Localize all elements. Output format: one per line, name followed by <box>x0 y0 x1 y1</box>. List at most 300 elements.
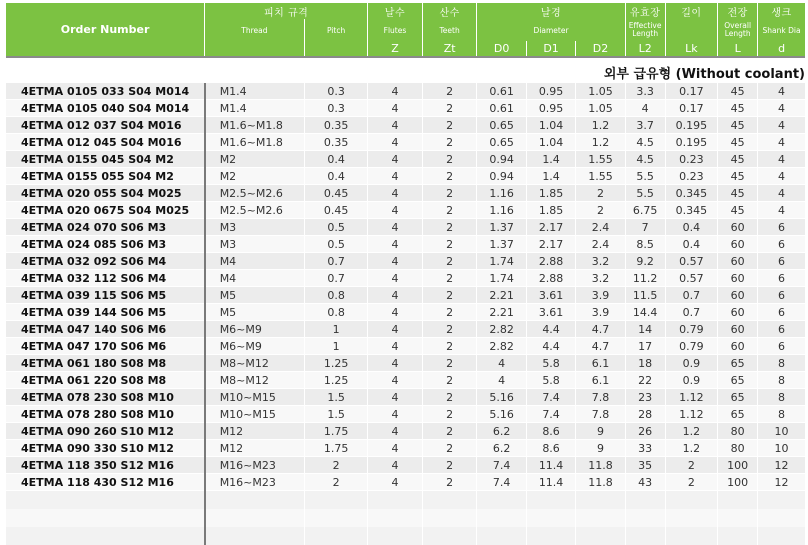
cell-l2: 43 <box>625 474 665 491</box>
cell-pitch: 0.45 <box>305 202 368 219</box>
cell-d2: 1.2 <box>576 117 625 134</box>
cell-d1: 3.61 <box>526 287 575 304</box>
cell-pitch: 0.3 <box>305 100 368 117</box>
table-row <box>6 185 805 202</box>
cell-d0: 1.37 <box>477 219 526 236</box>
cell-pitch: 1 <box>305 338 368 355</box>
blank-cell <box>205 509 305 527</box>
cell-l2: 6.75 <box>625 202 665 219</box>
cell-order: 4ETMA 047 140 S06 M6 <box>6 321 205 338</box>
cell-lk: 0.23 <box>665 151 718 168</box>
cell-d1: 5.8 <box>526 372 575 389</box>
table-row <box>6 219 805 236</box>
cell-lk: 1.12 <box>665 406 718 423</box>
cell-order: 4ETMA 012 037 S04 M016 <box>6 117 205 134</box>
cell-z: 4 <box>368 151 423 168</box>
cell-pitch: 0.35 <box>305 134 368 151</box>
cell-order: 4ETMA 118 350 S12 M16 <box>6 457 205 474</box>
cell-d2: 3.9 <box>576 287 625 304</box>
cell-d: 8 <box>758 406 805 423</box>
cell-l: 45 <box>718 151 758 168</box>
cell-d1: 2.17 <box>526 236 575 253</box>
effective-en-label <box>625 19 665 41</box>
blank-cell <box>205 491 305 510</box>
cell-d0: 6.2 <box>477 423 526 440</box>
thread-pitch-header: 피치 규격 <box>205 3 368 19</box>
table-row <box>6 338 805 355</box>
table-row <box>6 117 805 134</box>
cell-thread: M1.6~M1.8 <box>205 117 305 134</box>
cell-zt: 2 <box>422 185 477 202</box>
cell-thread: M4 <box>205 253 305 270</box>
cell-pitch: 0.5 <box>305 236 368 253</box>
shank-en-label: Shank Dia <box>758 19 805 41</box>
cell-lk: 0.79 <box>665 338 718 355</box>
teeth-symbol: Zt <box>422 41 477 57</box>
table-row <box>6 372 805 389</box>
blank-cell <box>665 491 718 510</box>
blank-cell <box>6 509 205 527</box>
cell-zt: 2 <box>422 134 477 151</box>
cell-l2: 14 <box>625 321 665 338</box>
cell-l: 65 <box>718 406 758 423</box>
cell-lk: 0.345 <box>665 185 718 202</box>
cell-order: 4ETMA 039 115 S06 M5 <box>6 287 205 304</box>
cell-lk: 1.2 <box>665 423 718 440</box>
cell-thread: M10~M15 <box>205 406 305 423</box>
cell-d2: 3.9 <box>576 304 625 321</box>
cell-d2: 3.2 <box>576 253 625 270</box>
cell-lk: 1.2 <box>665 440 718 457</box>
cell-d0: 0.65 <box>477 117 526 134</box>
cell-z: 4 <box>368 219 423 236</box>
cell-d0: 1.16 <box>477 202 526 219</box>
cell-thread: M3 <box>205 219 305 236</box>
cell-l: 60 <box>718 253 758 270</box>
cell-l2: 9.2 <box>625 253 665 270</box>
cell-d: 4 <box>758 117 805 134</box>
blank-cell <box>477 509 526 527</box>
cell-zt: 2 <box>422 287 477 304</box>
cell-l2: 4 <box>625 100 665 117</box>
cell-thread: M6~M9 <box>205 321 305 338</box>
cell-order: 4ETMA 118 430 S12 M16 <box>6 474 205 491</box>
cell-zt: 2 <box>422 253 477 270</box>
blank-cell <box>422 491 477 510</box>
blank-cell <box>205 527 305 545</box>
d2-symbol: D2 <box>576 41 625 57</box>
cell-l: 45 <box>718 202 758 219</box>
cell-d: 6 <box>758 321 805 338</box>
cell-d1: 4.4 <box>526 321 575 338</box>
cell-zt: 2 <box>422 151 477 168</box>
table-row <box>6 134 805 151</box>
cell-z: 4 <box>368 236 423 253</box>
cell-d0: 6.2 <box>477 440 526 457</box>
cell-d1: 1.85 <box>526 202 575 219</box>
cell-order: 4ETMA 061 180 S08 M8 <box>6 355 205 372</box>
overall-en-label <box>718 19 758 41</box>
cell-order: 4ETMA 078 280 S08 M10 <box>6 406 205 423</box>
table-row <box>6 287 805 304</box>
cell-d0: 7.4 <box>477 457 526 474</box>
cell-pitch: 0.4 <box>305 168 368 185</box>
cell-l2: 33 <box>625 440 665 457</box>
cell-d2: 2.4 <box>576 236 625 253</box>
coolant-subtitle: 외부 급유형 (Without coolant) <box>603 66 805 82</box>
cell-l2: 11.2 <box>625 270 665 287</box>
cell-d2: 1.05 <box>576 100 625 117</box>
cell-d2: 3.2 <box>576 270 625 287</box>
blank-cell <box>6 491 205 510</box>
cell-d1: 2.88 <box>526 253 575 270</box>
cell-zt: 2 <box>422 440 477 457</box>
cell-d2: 4.7 <box>576 338 625 355</box>
table-row <box>6 304 805 321</box>
blank-cell <box>477 491 526 510</box>
cell-order: 4ETMA 024 085 S06 M3 <box>6 236 205 253</box>
cell-l2: 5.5 <box>625 168 665 185</box>
effective-length-header: 유효장 <box>625 3 665 19</box>
cell-l: 45 <box>718 134 758 151</box>
cell-l: 60 <box>718 304 758 321</box>
cell-lk: 0.4 <box>665 236 718 253</box>
cell-lk: 2 <box>665 474 718 491</box>
cell-l2: 5.5 <box>625 185 665 202</box>
blank-cell <box>576 491 625 510</box>
cell-order: 4ETMA 090 260 S10 M12 <box>6 423 205 440</box>
cell-zt: 2 <box>422 270 477 287</box>
cell-order: 4ETMA 020 0675 S04 M025 <box>6 202 205 219</box>
cell-zt: 2 <box>422 457 477 474</box>
cell-z: 4 <box>368 117 423 134</box>
blank-cell <box>758 527 805 545</box>
cell-d1: 1.04 <box>526 117 575 134</box>
blank-cell <box>422 509 477 527</box>
cell-l2: 7 <box>625 219 665 236</box>
cell-z: 4 <box>368 185 423 202</box>
blank-cell <box>305 509 368 527</box>
cell-pitch: 0.8 <box>305 304 368 321</box>
cell-d1: 3.61 <box>526 304 575 321</box>
cell-d: 4 <box>758 83 805 100</box>
cell-d1: 5.8 <box>526 355 575 372</box>
cell-pitch: 0.8 <box>305 287 368 304</box>
cell-thread: M8~M12 <box>205 372 305 389</box>
cell-d: 6 <box>758 270 805 287</box>
cell-z: 4 <box>368 457 423 474</box>
cell-l2: 22 <box>625 372 665 389</box>
cell-thread: M2.5~M2.6 <box>205 185 305 202</box>
cell-d1: 1.4 <box>526 151 575 168</box>
lk-header: 길이 <box>665 3 718 19</box>
table-row <box>6 440 805 457</box>
cell-l: 80 <box>718 423 758 440</box>
cell-z: 4 <box>368 423 423 440</box>
d0-symbol: D0 <box>477 41 526 57</box>
cell-pitch: 1.75 <box>305 423 368 440</box>
l-symbol: L <box>718 41 758 57</box>
cell-order: 4ETMA 061 220 S08 M8 <box>6 372 205 389</box>
cell-thread: M1.4 <box>205 83 305 100</box>
l2-symbol: L2 <box>625 41 665 57</box>
cell-l: 60 <box>718 236 758 253</box>
cell-thread: M6~M9 <box>205 338 305 355</box>
cell-d0: 4 <box>477 372 526 389</box>
cell-d: 8 <box>758 389 805 406</box>
cell-d1: 0.95 <box>526 100 575 117</box>
cell-d: 12 <box>758 457 805 474</box>
teeth-en-label: Teeth <box>422 19 477 41</box>
cell-pitch: 0.35 <box>305 117 368 134</box>
cell-l: 60 <box>718 270 758 287</box>
cell-d1: 2.88 <box>526 270 575 287</box>
cell-lk: 0.17 <box>665 83 718 100</box>
cell-d0: 7.4 <box>477 474 526 491</box>
cell-zt: 2 <box>422 236 477 253</box>
cell-z: 4 <box>368 83 423 100</box>
cell-order: 4ETMA 039 144 S06 M5 <box>6 304 205 321</box>
cell-l: 80 <box>718 440 758 457</box>
cell-d: 4 <box>758 100 805 117</box>
pitch-en-label: Pitch <box>305 19 368 41</box>
cell-z: 4 <box>368 304 423 321</box>
cell-zt: 2 <box>422 219 477 236</box>
cell-order: 4ETMA 090 330 S10 M12 <box>6 440 205 457</box>
blank-cell <box>368 509 423 527</box>
cell-l: 100 <box>718 457 758 474</box>
cell-d2: 2 <box>576 185 625 202</box>
cell-d0: 2.82 <box>477 338 526 355</box>
cell-l: 45 <box>718 168 758 185</box>
cell-d0: 4 <box>477 355 526 372</box>
cell-lk: 0.345 <box>665 202 718 219</box>
cell-zt: 2 <box>422 355 477 372</box>
table-row <box>6 202 805 219</box>
cell-zt: 2 <box>422 202 477 219</box>
cell-lk: 0.9 <box>665 355 718 372</box>
cell-d: 6 <box>758 236 805 253</box>
cell-d2: 11.8 <box>576 474 625 491</box>
cell-l2: 28 <box>625 406 665 423</box>
cell-d: 6 <box>758 287 805 304</box>
cell-thread: M3 <box>205 236 305 253</box>
cell-order: 4ETMA 032 092 S06 M4 <box>6 253 205 270</box>
cell-d0: 2.82 <box>477 321 526 338</box>
cell-z: 4 <box>368 270 423 287</box>
cell-l2: 4.5 <box>625 151 665 168</box>
cell-z: 4 <box>368 202 423 219</box>
cell-d0: 0.94 <box>477 168 526 185</box>
table-row <box>6 457 805 474</box>
cell-zt: 2 <box>422 117 477 134</box>
cell-zt: 2 <box>422 304 477 321</box>
cell-pitch: 1.5 <box>305 389 368 406</box>
blank-cell <box>526 509 575 527</box>
cell-d1: 7.4 <box>526 389 575 406</box>
cell-d0: 5.16 <box>477 406 526 423</box>
cell-d0: 0.94 <box>477 151 526 168</box>
blank-cell <box>625 491 665 510</box>
cell-d: 10 <box>758 440 805 457</box>
cell-d: 8 <box>758 355 805 372</box>
cell-d2: 1.55 <box>576 151 625 168</box>
cell-zt: 2 <box>422 406 477 423</box>
cell-d2: 1.05 <box>576 83 625 100</box>
cell-d2: 11.8 <box>576 457 625 474</box>
cell-z: 4 <box>368 321 423 338</box>
cell-lk: 0.195 <box>665 134 718 151</box>
cell-d0: 2.21 <box>477 287 526 304</box>
cell-z: 4 <box>368 168 423 185</box>
cell-thread: M4 <box>205 270 305 287</box>
cell-z: 4 <box>368 355 423 372</box>
cell-pitch: 0.7 <box>305 270 368 287</box>
order-number-header: Order Number <box>6 3 205 57</box>
lk-symbol: Lk <box>665 41 718 57</box>
blank-cell <box>526 491 575 510</box>
cell-thread: M10~M15 <box>205 389 305 406</box>
cell-lk: 0.195 <box>665 117 718 134</box>
cell-d2: 7.8 <box>576 406 625 423</box>
overall-en-line1: Overall <box>724 21 752 30</box>
table-row <box>6 168 805 185</box>
cell-thread: M2.5~M2.6 <box>205 202 305 219</box>
cell-d0: 0.65 <box>477 134 526 151</box>
cell-l: 60 <box>718 338 758 355</box>
blank-cell <box>6 527 205 545</box>
cell-d0: 2.21 <box>477 304 526 321</box>
table-row <box>6 355 805 372</box>
blank-row <box>6 509 805 527</box>
cell-l2: 26 <box>625 423 665 440</box>
cell-d: 4 <box>758 202 805 219</box>
cell-order: 4ETMA 0155 045 S04 M2 <box>6 151 205 168</box>
blank-cell <box>758 509 805 527</box>
blank-row <box>6 527 805 545</box>
cell-z: 4 <box>368 406 423 423</box>
table-row <box>6 83 805 100</box>
flutes-header: 날수 <box>368 3 423 19</box>
cell-d: 6 <box>758 219 805 236</box>
cell-l: 45 <box>718 117 758 134</box>
cell-l2: 18 <box>625 355 665 372</box>
cell-z: 4 <box>368 474 423 491</box>
blank-cell <box>526 527 575 545</box>
cell-d1: 8.6 <box>526 423 575 440</box>
cell-pitch: 1.75 <box>305 440 368 457</box>
cell-d2: 7.8 <box>576 389 625 406</box>
cell-pitch: 0.45 <box>305 185 368 202</box>
table-row <box>6 321 805 338</box>
cell-l: 60 <box>718 287 758 304</box>
table-row <box>6 389 805 406</box>
lk-en-blank <box>665 19 718 41</box>
flutes-symbol: Z <box>368 41 423 57</box>
cell-l: 45 <box>718 100 758 117</box>
cell-lk: 0.4 <box>665 219 718 236</box>
cell-d: 12 <box>758 474 805 491</box>
cell-d: 8 <box>758 372 805 389</box>
cell-pitch: 0.4 <box>305 151 368 168</box>
blank-cell <box>422 527 477 545</box>
table-row <box>6 253 805 270</box>
blank-cell <box>305 491 368 510</box>
pitch-sym-blank <box>305 41 368 57</box>
cell-d2: 6.1 <box>576 355 625 372</box>
cell-d0: 1.16 <box>477 185 526 202</box>
overall-length-header: 전장 <box>718 3 758 19</box>
cell-l: 60 <box>718 219 758 236</box>
cell-zt: 2 <box>422 338 477 355</box>
cell-l: 65 <box>718 372 758 389</box>
cell-l2: 14.4 <box>625 304 665 321</box>
cell-l: 45 <box>718 83 758 100</box>
blank-cell <box>758 491 805 510</box>
effective-en-line1: Effective <box>628 21 662 30</box>
cell-z: 4 <box>368 253 423 270</box>
cell-d: 6 <box>758 338 805 355</box>
cell-l2: 4.5 <box>625 134 665 151</box>
cell-d0: 0.61 <box>477 83 526 100</box>
blank-cell <box>477 527 526 545</box>
cell-zt: 2 <box>422 100 477 117</box>
effective-en-line2: Length <box>632 29 659 38</box>
cell-d: 10 <box>758 423 805 440</box>
shank-header: 생크 <box>758 3 805 19</box>
blank-cell <box>576 527 625 545</box>
cell-d2: 9 <box>576 440 625 457</box>
cell-d0: 1.74 <box>477 270 526 287</box>
cell-l2: 8.5 <box>625 236 665 253</box>
cell-pitch: 1.25 <box>305 355 368 372</box>
cell-l: 65 <box>718 389 758 406</box>
cell-d1: 11.4 <box>526 474 575 491</box>
cell-zt: 2 <box>422 474 477 491</box>
cell-order: 4ETMA 0105 040 S04 M014 <box>6 100 205 117</box>
cell-pitch: 2 <box>305 474 368 491</box>
table-row <box>6 100 805 117</box>
cell-thread: M12 <box>205 423 305 440</box>
cell-d2: 1.55 <box>576 168 625 185</box>
cell-order: 4ETMA 012 045 S04 M016 <box>6 134 205 151</box>
cell-d0: 1.74 <box>477 253 526 270</box>
cell-d1: 2.17 <box>526 219 575 236</box>
cell-order: 4ETMA 024 070 S06 M3 <box>6 219 205 236</box>
table-row <box>6 151 805 168</box>
cell-lk: 0.7 <box>665 304 718 321</box>
cell-thread: M8~M12 <box>205 355 305 372</box>
tool-spec-table <box>6 3 805 545</box>
thread-en-label: Thread <box>205 19 305 41</box>
blank-row <box>6 491 805 510</box>
blank-cell <box>625 509 665 527</box>
cell-d1: 1.04 <box>526 134 575 151</box>
cell-d0: 1.37 <box>477 236 526 253</box>
cell-d0: 5.16 <box>477 389 526 406</box>
cell-zt: 2 <box>422 372 477 389</box>
cell-l2: 11.5 <box>625 287 665 304</box>
table-row <box>6 406 805 423</box>
thread-sym-blank <box>205 41 305 57</box>
cell-l: 60 <box>718 321 758 338</box>
cell-l: 100 <box>718 474 758 491</box>
blank-cell <box>665 527 718 545</box>
spec-table-body <box>6 83 805 545</box>
cell-d: 6 <box>758 304 805 321</box>
table-row <box>6 236 805 253</box>
cell-z: 4 <box>368 287 423 304</box>
